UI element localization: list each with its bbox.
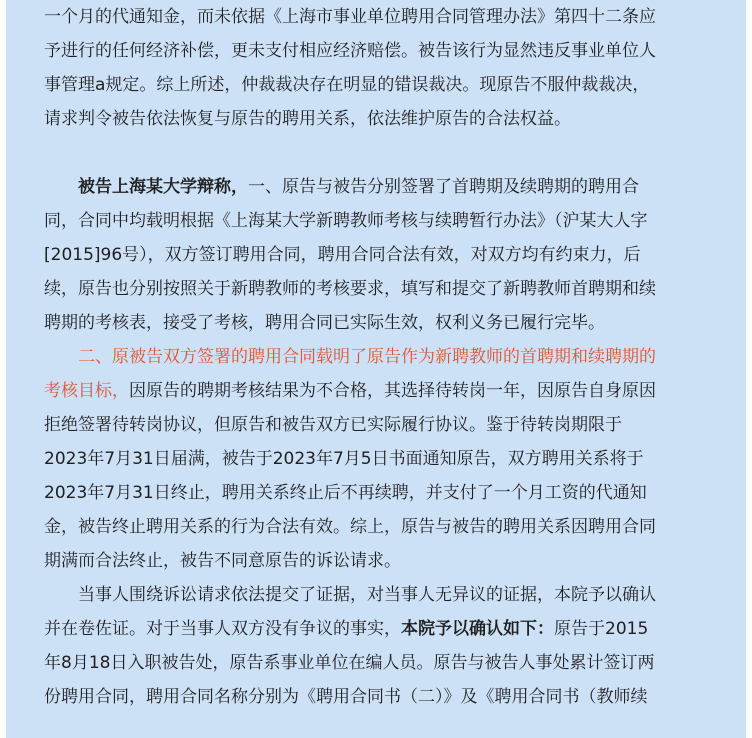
text-line: 续，原告也分别按照关于新聘教师的考核要求，填写和提交了新聘教师首聘期和续 bbox=[44, 279, 656, 299]
bold-lead-text: 被告上海某大学辩称， bbox=[78, 177, 248, 197]
text-line: 期满而合法终止，被告不同意原告的诉讼请求。 bbox=[44, 551, 401, 571]
text-line: [2015]96号），双方签订聘用合同，聘用合同合法有效，对双方均有约束力，后 bbox=[44, 245, 641, 265]
text-line: 2023年7月31日终止，聘用关系终止后不再续聘，并支付了一个月工资的代通知 bbox=[44, 483, 647, 503]
text-line: 请求判令被告依法恢复与原告的聘用关系，依法维护原告的合法权益。 bbox=[44, 109, 571, 129]
highlighted-text: 考核目标， bbox=[44, 381, 129, 401]
text-line: 事管理a规定。综上所述，仲裁裁决存在明显的错误裁决。现原告不服仲裁裁决， bbox=[44, 75, 650, 95]
text-line: 予进行的任何经济补偿，更未支付相应经济赔偿。被告该行为显然违反事业单位人 bbox=[44, 41, 656, 61]
text-line bbox=[44, 374, 724, 408]
paragraph-court-findings bbox=[44, 578, 724, 714]
bold-finding-text: 本院予以确认如下： bbox=[401, 619, 554, 639]
text-line bbox=[44, 612, 724, 646]
paragraph-defendant-point-two bbox=[44, 340, 724, 578]
text-line: 一个月的代通知金，而未依据《上海市事业单位聘用合同管理办法》第四十二条应 bbox=[44, 7, 656, 27]
text-span: 当事人围绕诉讼请求依法提交了证据，对当事人无异议的证据，本院予以确认 bbox=[78, 585, 656, 605]
text-line: 年8月18日入职被告处，原告系事业单位在编人员。原告与被告人事处累计签订两 bbox=[44, 653, 655, 673]
text-line: 份聘用合同，聘用合同名称分别为《聘用合同书（二）》及《聘用合同书（教师续 bbox=[44, 687, 648, 707]
paragraph-spacer bbox=[44, 136, 724, 170]
text-line: 聘期的考核表，接受了考核，聘用合同已实际生效，权利义务已履行完毕。 bbox=[44, 313, 605, 333]
article-panel bbox=[6, 0, 746, 738]
text-line bbox=[44, 578, 724, 612]
text-span: 并在卷佐证。对于当事人双方没有争议的事实， bbox=[44, 619, 401, 639]
text-line: 金，被告终止聘用关系的行为合法有效。综上，原告与被告的聘用关系因聘用合同 bbox=[44, 517, 656, 537]
text-line bbox=[44, 170, 724, 204]
text-span: 因原告的聘期考核结果为不合格，其选择待转岗一年，因原告自身原因 bbox=[129, 381, 656, 401]
paragraph-defendant-argument bbox=[44, 170, 724, 340]
highlighted-text: 二、原被告双方签署的聘用合同载明了原告作为新聘教师的首聘期和续聘期的 bbox=[78, 347, 656, 367]
paragraph-plaintiff-claim-end bbox=[44, 0, 724, 136]
text-line: 拒绝签署待转岗协议，但原告和被告双方已实际履行协议。鉴于待转岗期限于 bbox=[44, 415, 622, 435]
text-span: 原告于2015 bbox=[554, 619, 649, 639]
text-line: 2023年7月31日届满，被告于2023年7月5日书面通知原告，双方聘用关系将于 bbox=[44, 449, 644, 469]
text-line: 同，合同中均载明根据《上海某大学新聘教师考核与续聘暂行办法》（沪某大人字 bbox=[44, 211, 648, 231]
text-span: 一、原告与被告分别签署了首聘期及续聘期的聘用合 bbox=[248, 177, 639, 197]
text-line bbox=[44, 340, 724, 374]
article-body bbox=[44, 0, 724, 714]
